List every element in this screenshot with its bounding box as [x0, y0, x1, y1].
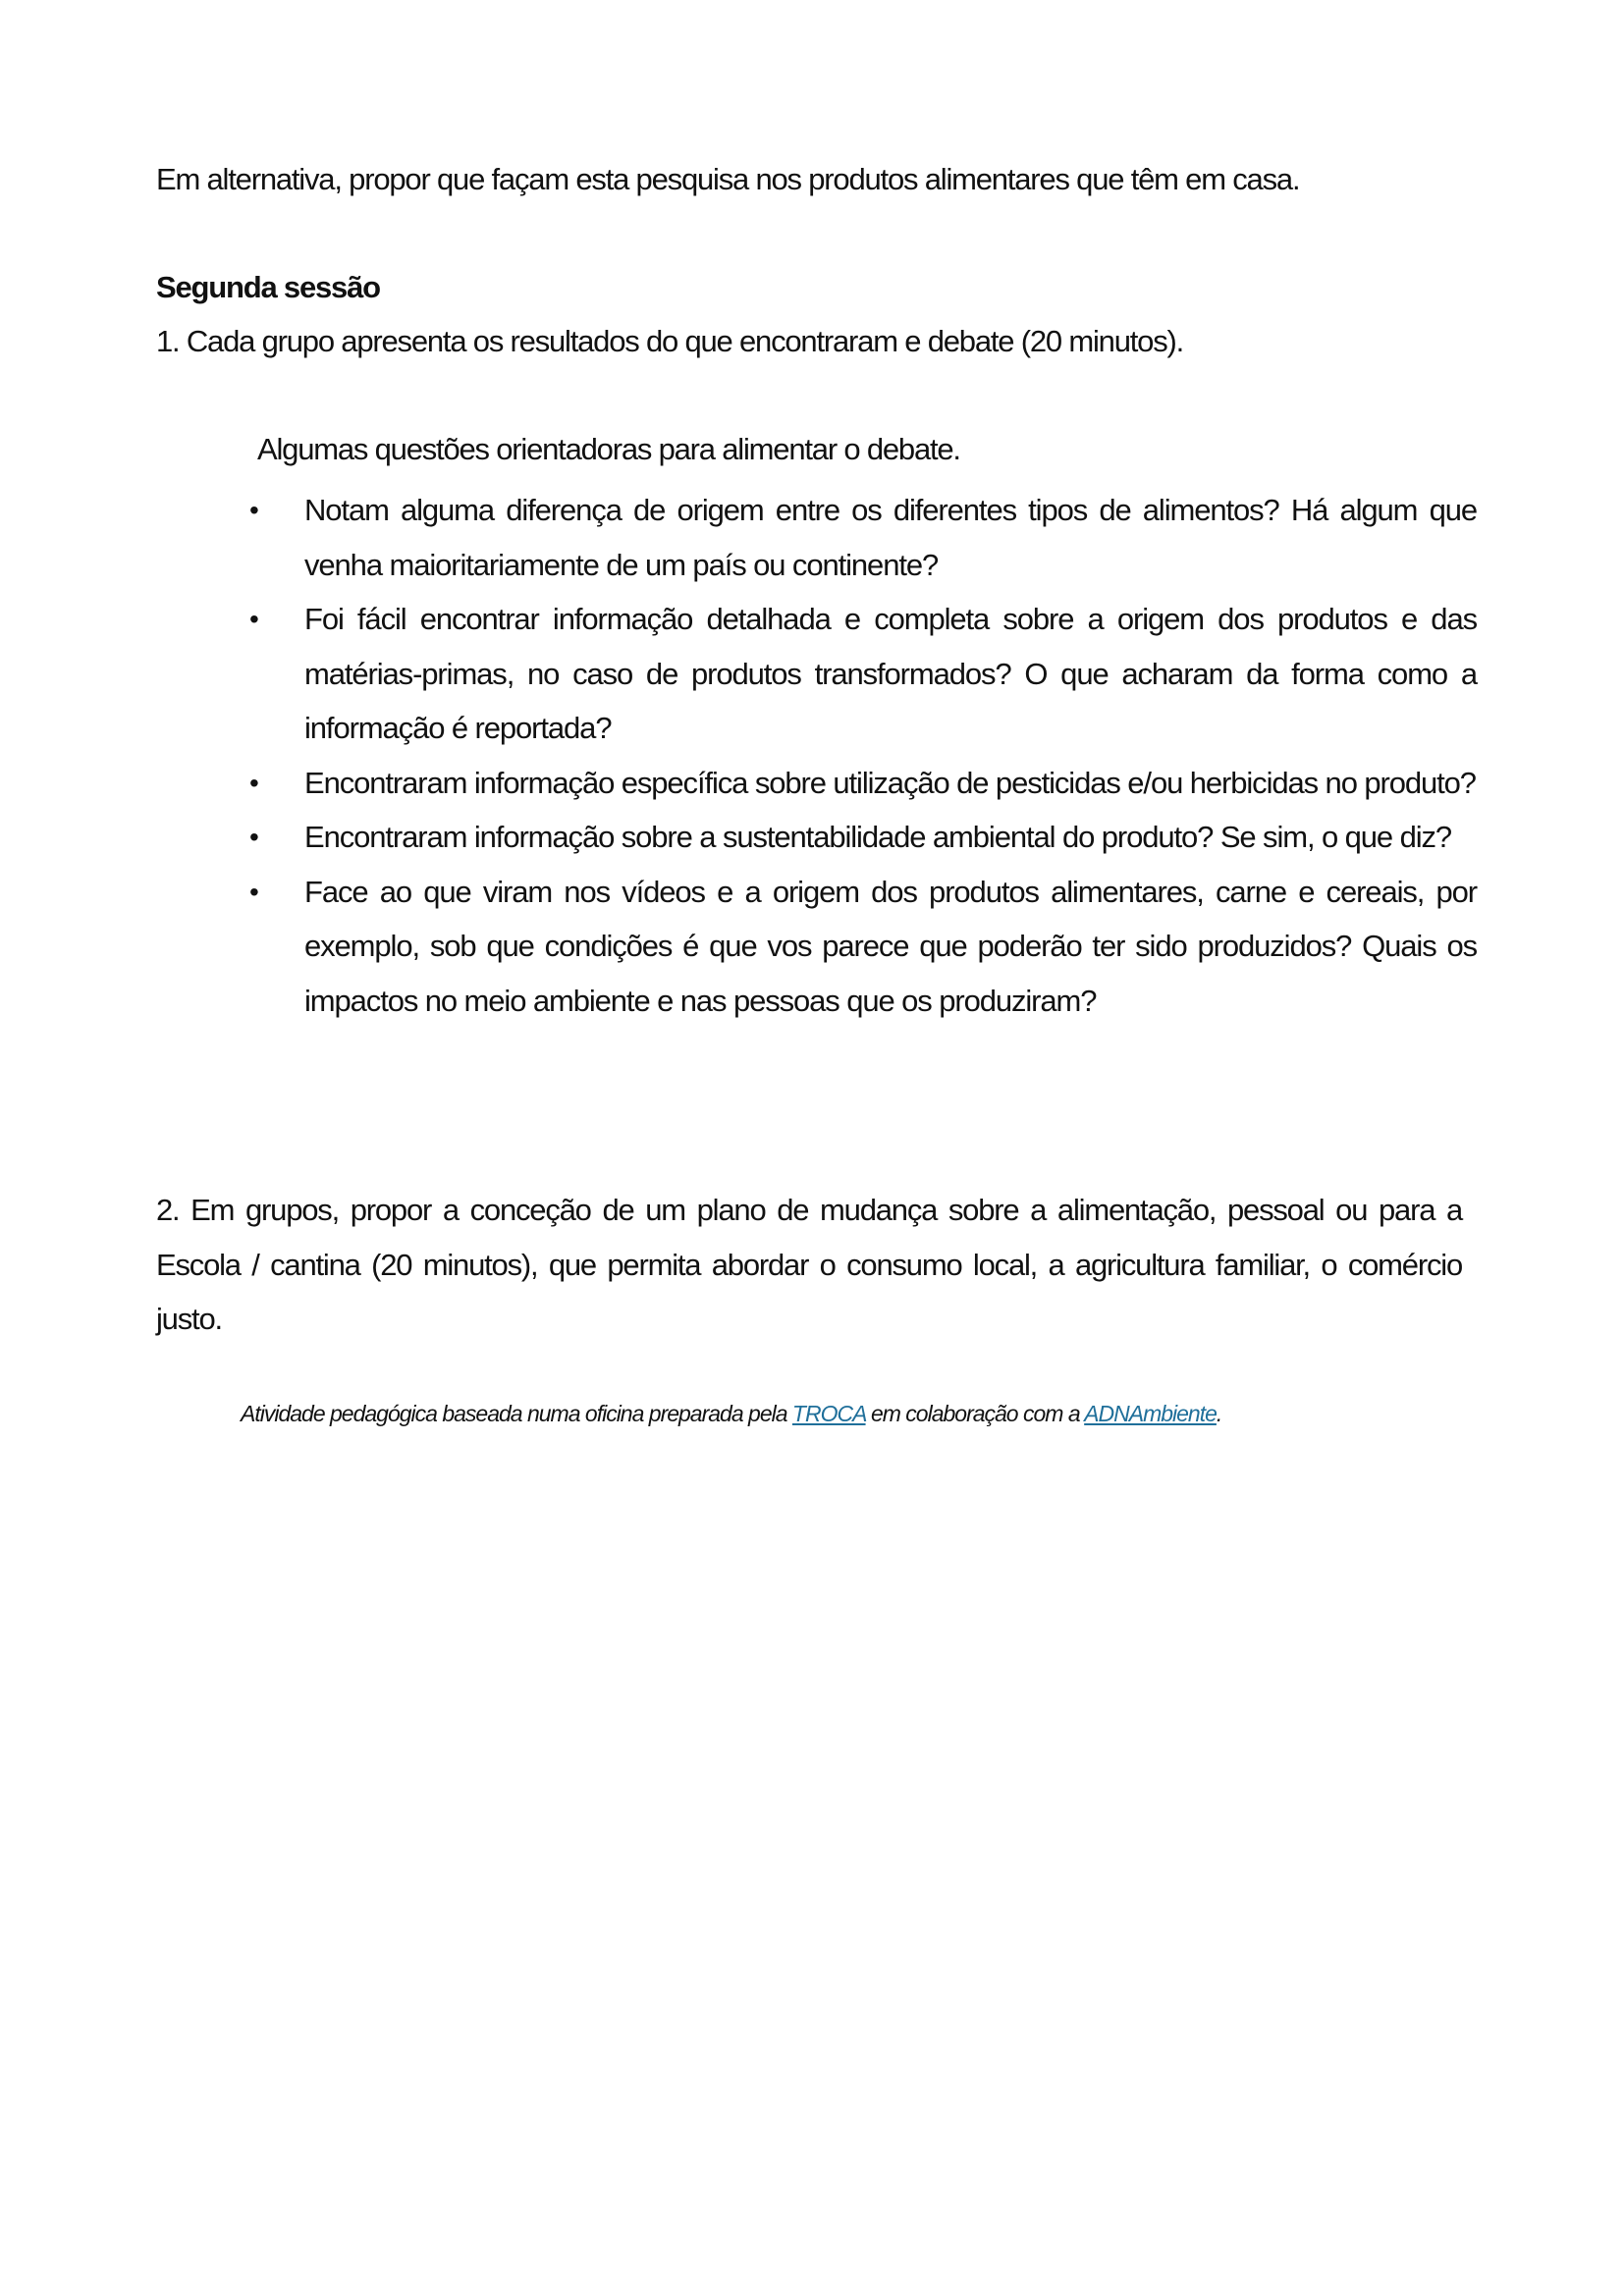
list-item — [249, 865, 1477, 1029]
list-item — [249, 756, 1477, 811]
bullet-icon: • — [249, 767, 259, 798]
section-heading: Segunda sessão — [156, 270, 380, 304]
question-text: Face ao que viram nos vídeos e a origem dos produtos alimentares, carne e cereais, por exemplo, sob que condições é que vos parece que poderão ter sido produzidos? Quais os impactos no meio ambiente e nas pessoas que os produziram? — [304, 874, 1477, 1018]
bullet-icon: • — [249, 495, 259, 525]
adnambiente-link[interactable]: ADNAmbiente — [1084, 1401, 1217, 1426]
intro-paragraph: Em alternativa, propor que façam esta pesquisa nos produtos alimentares que têm em casa. — [156, 162, 1300, 196]
credit-middle: em colaboração com a — [865, 1401, 1085, 1426]
question-text: Notam alguma diferença de origem entre os diferentes tipos de alimentos? Há algum que venha maioritariamente de um país ou continente? — [304, 493, 1477, 582]
credit-prefix: Atividade pedagógica baseada numa oficina preparada pela — [241, 1401, 792, 1426]
question-text: Encontraram informação específica sobre utilização de pesticidas e/ou herbicidas no produto? — [304, 765, 1476, 800]
step-2: 2. Em grupos, propor a conceção de um plano de mudança sobre a alimentação, pessoal ou para a Escola / cantina (20 minutos), que permita abordar o consumo local, a agricultura familiar, o comércio justo. — [156, 1193, 1462, 1336]
list-item — [249, 592, 1477, 756]
credit-note — [241, 1401, 1221, 1427]
bullet-icon: • — [249, 876, 259, 907]
guide-intro: Algumas questões orientadoras para alimentar o debate. — [257, 432, 960, 466]
question-text: Encontraram informação sobre a sustentabilidade ambiental do produto? Se sim, o que diz? — [304, 820, 1452, 854]
step-1: 1. Cada grupo apresenta os resultados do que encontraram e debate (20 minutos). — [156, 324, 1184, 358]
bullet-icon: • — [249, 604, 259, 634]
question-text: Foi fácil encontrar informação detalhada e completa sobre a origem dos produtos e das matérias-primas, no caso de produtos transformados? O que acharam da forma como a informação é reportada? — [304, 602, 1477, 745]
troca-link[interactable]: TROCA — [791, 1401, 866, 1426]
questions-list — [249, 483, 1477, 1028]
bullet-icon: • — [249, 822, 259, 852]
list-item — [249, 810, 1477, 865]
list-item — [249, 483, 1477, 592]
credit-suffix: . — [1216, 1401, 1222, 1426]
